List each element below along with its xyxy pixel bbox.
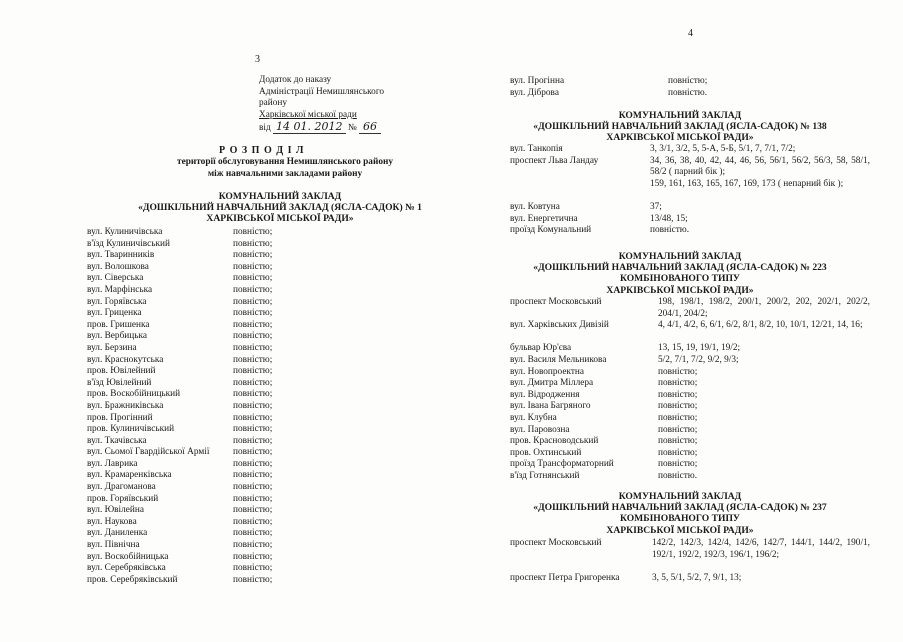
- street-name: вул. Тваринників: [87, 250, 155, 261]
- institution-138-title: [500, 110, 860, 144]
- street-name: вул. Харківських Дивізій: [510, 320, 609, 331]
- institution-237-streets: [510, 538, 870, 584]
- street-row: [510, 297, 870, 320]
- street-name: вул. Діброва: [510, 87, 559, 98]
- street-name: вул. Енергетична: [510, 213, 578, 224]
- street-row: [510, 401, 870, 413]
- street-name: вул. Ткачівська: [87, 435, 147, 446]
- title-line: ХАРКІВСЬКОЇ МІСЬКОЇ РАДИ»: [606, 284, 754, 296]
- street-coverage: повністю;: [233, 493, 273, 504]
- street-name: проспект Петра Григоренка: [510, 572, 620, 583]
- street-name: вул. Північна: [87, 540, 140, 551]
- title-line: «ДОШКІЛЬНИЙ НАВЧАЛЬНИЙ ЗАКЛАД (ЯСЛА-САДОК) № 237: [533, 502, 827, 514]
- street-coverage: 5/2, 7/1, 7/2, 9/2, 9/3;: [658, 354, 739, 365]
- street-coverage: 159, 161, 163, 165, 167, 169, 173 ( непарний бік );: [650, 178, 844, 189]
- street-row: [510, 459, 870, 471]
- street-coverage: повністю.: [658, 470, 698, 481]
- street-name: вул. Волошкова: [87, 261, 149, 272]
- street-row: [510, 202, 870, 214]
- street-name: вул. Драгоманова: [87, 482, 156, 493]
- title-line: ХАРКІВСЬКОЇ МІСЬКОЇ РАДИ»: [606, 132, 754, 144]
- street-coverage: повністю;: [233, 273, 273, 284]
- street-coverage: повністю;: [658, 412, 698, 423]
- title-line: ХАРКІВСЬКОЇ МІСЬКОЇ РАДИ»: [206, 213, 354, 225]
- street-coverage: 37;: [650, 201, 662, 212]
- street-row: [510, 214, 870, 226]
- street-coverage: 13, 15, 19, 19/1, 19/2;: [658, 343, 741, 354]
- street-name: пров. Охтинський: [510, 447, 582, 458]
- number-sign: №: [347, 123, 357, 134]
- title-line: КОМБІНОВАНОГО ТИПУ: [620, 513, 740, 525]
- street-row: [87, 366, 307, 378]
- street-coverage: повністю;: [233, 400, 273, 411]
- street-coverage: повністю;: [658, 366, 698, 377]
- street-name: вул. Сіверська: [87, 273, 144, 284]
- title-line: КОМУНАЛЬНИЙ ЗАКЛАД: [618, 251, 742, 262]
- street-row: [510, 378, 870, 390]
- street-name: пров. Серебряківський: [87, 574, 178, 585]
- street-name: пров. Воскобійницький: [87, 389, 181, 400]
- street-row: [510, 573, 870, 585]
- street-coverage: повністю;: [233, 435, 273, 446]
- street-coverage: повністю;: [233, 308, 273, 319]
- street-row: [87, 320, 307, 332]
- street-row: [510, 413, 870, 425]
- street-row: [87, 389, 307, 401]
- street-coverage: повністю;: [233, 551, 273, 562]
- street-row: [510, 367, 870, 379]
- title-line: КОМБІНОВАНОГО ТИПУ: [620, 273, 740, 285]
- street-row: [510, 390, 870, 402]
- street-coverage: повністю;: [233, 342, 273, 353]
- street-name: пров. Горяївський: [87, 493, 159, 504]
- street-name: вул. Танкопія: [510, 144, 563, 154]
- street-name: вул. Воскобійницька: [87, 551, 169, 562]
- header-line: району: [259, 98, 288, 109]
- street-coverage: повністю;: [233, 505, 273, 516]
- street-row: [510, 448, 870, 460]
- street-name: проїзд Комунальний: [510, 225, 592, 236]
- street-coverage: повністю;: [233, 540, 273, 551]
- street-name: вул. Прогінна: [510, 76, 565, 86]
- street-name: проспект Московський: [510, 538, 602, 548]
- street-coverage: повністю;: [233, 516, 273, 527]
- street-row: [87, 494, 307, 506]
- street-name: вул. Відродження: [510, 389, 580, 400]
- street-name: вул. Наукова: [87, 516, 137, 527]
- title-line: «ДОШКІЛЬНИЙ НАВЧАЛЬНИЙ ЗАКЛАД (ЯСЛА-САДОК) № 138: [533, 121, 827, 133]
- street-name: вул. Клубна: [510, 412, 557, 423]
- street-name: вул. Краснокутська: [87, 354, 164, 365]
- street-name: вул. Вербицька: [87, 331, 147, 342]
- document-title: Р О З П О Д І Л: [219, 145, 305, 156]
- street-coverage: повністю;: [233, 574, 273, 585]
- street-coverage: повністю.: [668, 87, 708, 98]
- institution-237-title: [500, 491, 860, 536]
- street-row: [510, 355, 870, 367]
- street-coverage: повністю;: [658, 436, 698, 447]
- street-row: [87, 517, 307, 529]
- street-coverage: повністю;: [233, 354, 273, 365]
- street-coverage: повністю;: [233, 377, 273, 388]
- street-name: пров. Прогінний: [87, 412, 153, 423]
- street-row: [510, 343, 870, 355]
- street-coverage: повністю;: [658, 378, 698, 389]
- street-coverage: повністю;: [233, 238, 273, 249]
- decree-date-line: [259, 121, 384, 135]
- header-line: Харківської міської ради: [259, 109, 357, 120]
- street-name: бульвар Юр'єва: [510, 343, 572, 354]
- street-name: вул. Серебряківська: [87, 563, 166, 574]
- street-coverage: повністю;: [233, 482, 273, 493]
- street-row: [87, 262, 307, 274]
- street-name: вул. Гриценка: [87, 308, 142, 319]
- street-row: [87, 285, 307, 297]
- street-row: [87, 575, 307, 587]
- street-row: [87, 482, 307, 494]
- street-coverage: повністю;: [233, 528, 273, 539]
- street-coverage: повністю;: [658, 401, 698, 412]
- street-coverage: повністю;: [233, 470, 273, 481]
- street-row: [510, 436, 870, 448]
- street-name: вул. Горяївська: [87, 296, 147, 307]
- street-row: [510, 538, 870, 573]
- street-name: вул. Ювілейна: [87, 505, 144, 516]
- street-coverage: 142/2, 142/3, 142/4, 142/6, 142/7, 144/1, 144/2, 190/1, 192/1, 192/2, 192/3, 196/1, 196/2;: [652, 538, 870, 560]
- street-row: [87, 378, 307, 390]
- street-row: [87, 436, 307, 448]
- street-row: [87, 273, 307, 285]
- street-coverage: 198, 198/1, 198/2, 200/1, 200/2, 202, 202/1, 202/2, 204/1, 204/2;: [658, 297, 870, 319]
- street-coverage: повністю;: [233, 261, 273, 272]
- street-row: [87, 563, 307, 575]
- subtitle-line: між навчальними закладами району: [207, 168, 363, 179]
- street-row: [87, 401, 307, 413]
- street-name: проспект Московський: [510, 297, 602, 307]
- header-line: Додаток до наказу: [259, 75, 332, 85]
- street-row: [87, 308, 307, 320]
- street-name: вул. Марфінська: [87, 284, 153, 295]
- street-coverage: повністю;: [233, 250, 273, 261]
- date-prefix: від: [259, 123, 271, 134]
- handwritten-number: 66: [359, 120, 381, 134]
- street-name: в'їзд Кулиничівський: [87, 238, 170, 249]
- street-coverage: повністю;: [233, 389, 273, 400]
- street-row: [510, 156, 870, 179]
- street-name: вул. Крамаренківська: [87, 470, 172, 481]
- street-name: вул. Василя Мельникова: [510, 354, 607, 365]
- street-coverage: повністю;: [233, 296, 273, 307]
- street-coverage: 13/48, 15;: [650, 213, 688, 224]
- street-coverage: повністю;: [233, 412, 273, 423]
- street-row: [87, 413, 307, 425]
- street-row: [87, 355, 307, 367]
- street-coverage: повністю;: [233, 331, 273, 342]
- street-row: [510, 425, 870, 437]
- page-number-left: 3: [255, 54, 260, 65]
- street-name: вул. Бражниківська: [87, 400, 164, 411]
- street-name: проїзд Трансформаторний: [510, 459, 614, 470]
- street-coverage: 3, 3/1, 3/2, 5, 5-А, 5-Б, 5/1, 7, 7/1, 7/2;: [650, 144, 796, 154]
- street-name: в'їзд Готнянський: [510, 470, 580, 481]
- street-coverage: 34, 36, 38, 40, 42, 44, 46, 56, 56/1, 56/2, 56/3, 58, 58/1, 58/2 ( парний бік );: [650, 155, 870, 178]
- street-row: [87, 470, 307, 482]
- header-line: Адміністрації Немишлянського: [259, 86, 385, 97]
- street-coverage: повністю;: [658, 424, 698, 435]
- street-coverage: повністю;: [658, 389, 698, 400]
- street-row: [510, 471, 870, 483]
- title-line: «ДОШКІЛЬНИЙ НАВЧАЛЬНИЙ ЗАКЛАД (ЯСЛА-САДОК) № 1: [138, 202, 422, 214]
- street-name: пров. Гришенка: [87, 319, 150, 330]
- street-row: [510, 179, 870, 202]
- street-coverage: повністю;: [233, 458, 273, 469]
- institution-223-title: [500, 251, 860, 296]
- street-name: пров. Кулиничівський: [87, 424, 175, 435]
- street-coverage: повністю;: [233, 563, 273, 574]
- street-row: [510, 144, 870, 156]
- street-row: [510, 76, 760, 88]
- street-coverage: 4, 4/1, 4/2, 6, 6/1, 6/2, 8/1, 8/2, 10, 10/1, 12/21, 14, 16;: [658, 320, 863, 331]
- document-subtitle: [100, 157, 470, 180]
- title-line: ХАРКІВСЬКОЇ МІСЬКОЇ РАДИ»: [606, 524, 754, 536]
- handwritten-date: 14 01. 2012: [273, 120, 345, 134]
- street-row: [510, 320, 870, 343]
- street-name: вул. Івана Багряного: [510, 401, 591, 412]
- street-row: [87, 250, 307, 262]
- street-row: [87, 540, 307, 552]
- title-line: КОМУНАЛЬНИЙ ЗАКЛАД: [218, 191, 342, 202]
- institution-223-streets: [510, 297, 870, 483]
- street-row: [87, 447, 307, 459]
- street-row: [510, 225, 870, 237]
- top-streets: [510, 76, 760, 99]
- street-name: вул. Сьомої Гвардійської Армії: [87, 447, 210, 458]
- street-name: вул. Дмитра Міллера: [510, 378, 594, 389]
- street-name: вул. Даниленка: [87, 528, 148, 539]
- title-line: КОМУНАЛЬНИЙ ЗАКЛАД: [618, 110, 742, 121]
- street-row: [87, 505, 307, 517]
- street-coverage: повністю;: [233, 319, 273, 330]
- street-name: проспект Льва Ландау: [510, 155, 599, 166]
- street-coverage: повністю;: [658, 447, 698, 458]
- street-row: [87, 343, 307, 355]
- street-name: вул. Паровозна: [510, 424, 570, 435]
- street-coverage: повністю;: [668, 76, 708, 86]
- title-line: «ДОШКІЛЬНИЙ НАВЧАЛЬНИЙ ЗАКЛАД (ЯСЛА-САДОК) № 223: [533, 262, 827, 274]
- street-name: пров. Красноводський: [510, 436, 599, 447]
- street-row: [510, 88, 760, 100]
- street-coverage: повністю;: [233, 227, 273, 237]
- street-row: [87, 227, 307, 239]
- street-row: [87, 239, 307, 251]
- subtitle-line: території обслуговування Немишлянського району: [177, 157, 393, 167]
- street-coverage: 3, 5, 5/1, 5/2, 7, 9/1, 13;: [652, 572, 742, 583]
- street-row: [87, 552, 307, 564]
- street-coverage: повністю;: [233, 447, 273, 458]
- street-name: вул. Берзина: [87, 342, 137, 353]
- street-row: [87, 424, 307, 436]
- title-line: КОМУНАЛЬНИЙ ЗАКЛАД: [618, 491, 742, 502]
- street-name: вул. Новопроектна: [510, 366, 585, 377]
- street-row: [87, 528, 307, 540]
- institution-1-title: [80, 191, 480, 225]
- street-row: [87, 297, 307, 309]
- street-name: пров. Ювілейний: [87, 366, 156, 377]
- decree-appendix-header: [259, 75, 384, 135]
- institution-1-streets: [87, 227, 307, 586]
- street-row: [87, 331, 307, 343]
- street-name: вул. Лаврика: [87, 458, 138, 469]
- street-name: вул. Кулиничівська: [87, 227, 163, 237]
- street-name: вул. Ковтуна: [510, 201, 560, 212]
- street-coverage: повністю;: [233, 366, 273, 377]
- street-name: в'їзд Ювілейний: [87, 377, 152, 388]
- institution-138-streets: [510, 144, 870, 237]
- page-number-right: 4: [688, 28, 693, 39]
- street-coverage: повністю;: [233, 424, 273, 435]
- street-coverage: повністю;: [233, 284, 273, 295]
- street-coverage: повністю;: [658, 459, 698, 470]
- street-row: [87, 459, 307, 471]
- street-coverage: повністю.: [650, 225, 690, 236]
